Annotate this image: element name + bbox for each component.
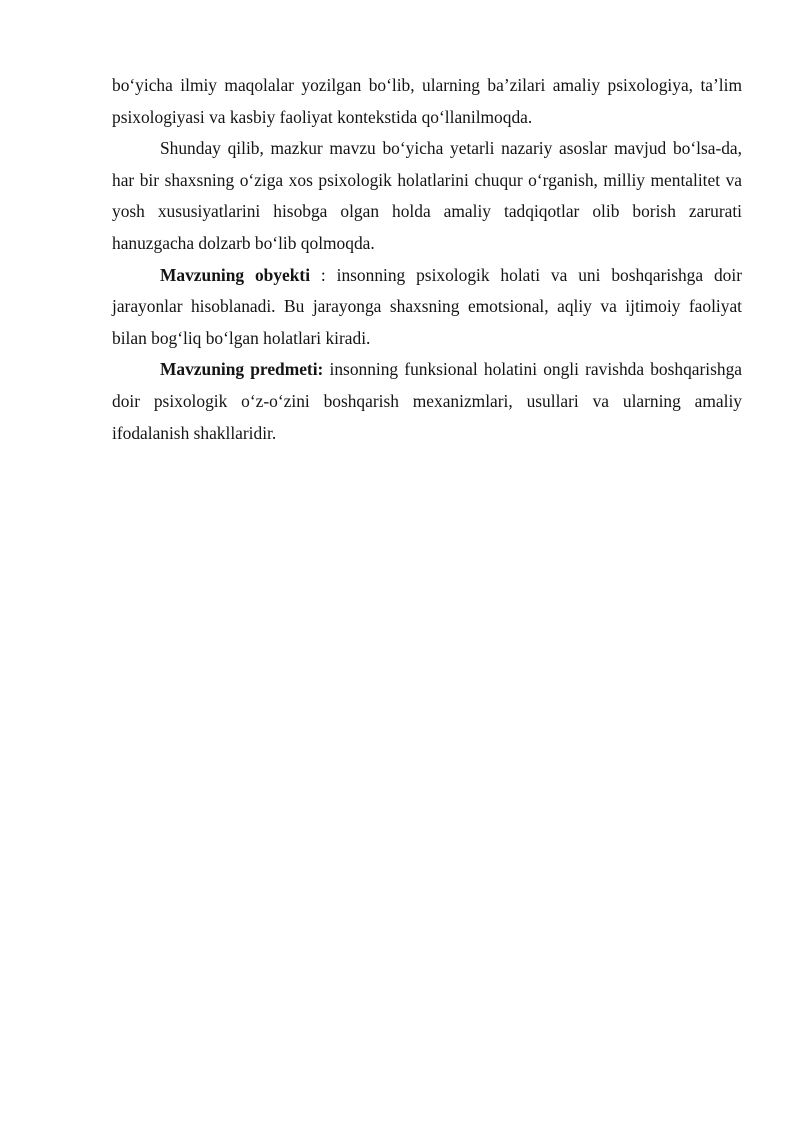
term-object: Mavzuning obyekti [160,264,311,285]
paragraph-conclusion [112,133,742,259]
paragraph-text: : insonning psixologik holati va uni boshqarishga doir jarayonlar hisoblanadi. Bu jarayonga shaxsning emotsional, aqliy va ijtimoiy faoliyat bilan bog‘liq bo‘lgan holatlari kiradi. [112,264,742,348]
paragraph-text: Shunday qilib, mazkur mavzu bo‘yicha yetarli nazariy asoslar mavjud bo‘lsa-da, har bir shaxsning o‘ziga xos psixologik holatlarini chuqur o‘rganish, milliy mentalitet va yosh xususiyatlarini hisobga olgan holda amaliy tadqiqotlar olib borish zarurati hanuzgacha dolzarb bo‘lib qolmoqda. [112,138,742,253]
term-subject: Mavzuning predmeti: [160,359,324,380]
document-page [112,70,742,449]
paragraph-continuation [112,70,742,133]
paragraph-subject [112,354,742,449]
paragraph-text: insonning funksional holatini ongli ravishda boshqarishga doir psixologik o‘z-o‘zini boshqarish mexanizmlari, usullari va ularning amaliy ifodalanish shakllaridir. [112,359,742,443]
paragraph-text: bo‘yicha ilmiy maqolalar yozilgan bo‘lib, ularning ba’zilari amaliy psixologiya, ta’lim psixologiyasi va kasbiy faoliyat kontekstida qo‘llanilmoqda. [112,75,742,127]
paragraph-object [112,260,742,355]
